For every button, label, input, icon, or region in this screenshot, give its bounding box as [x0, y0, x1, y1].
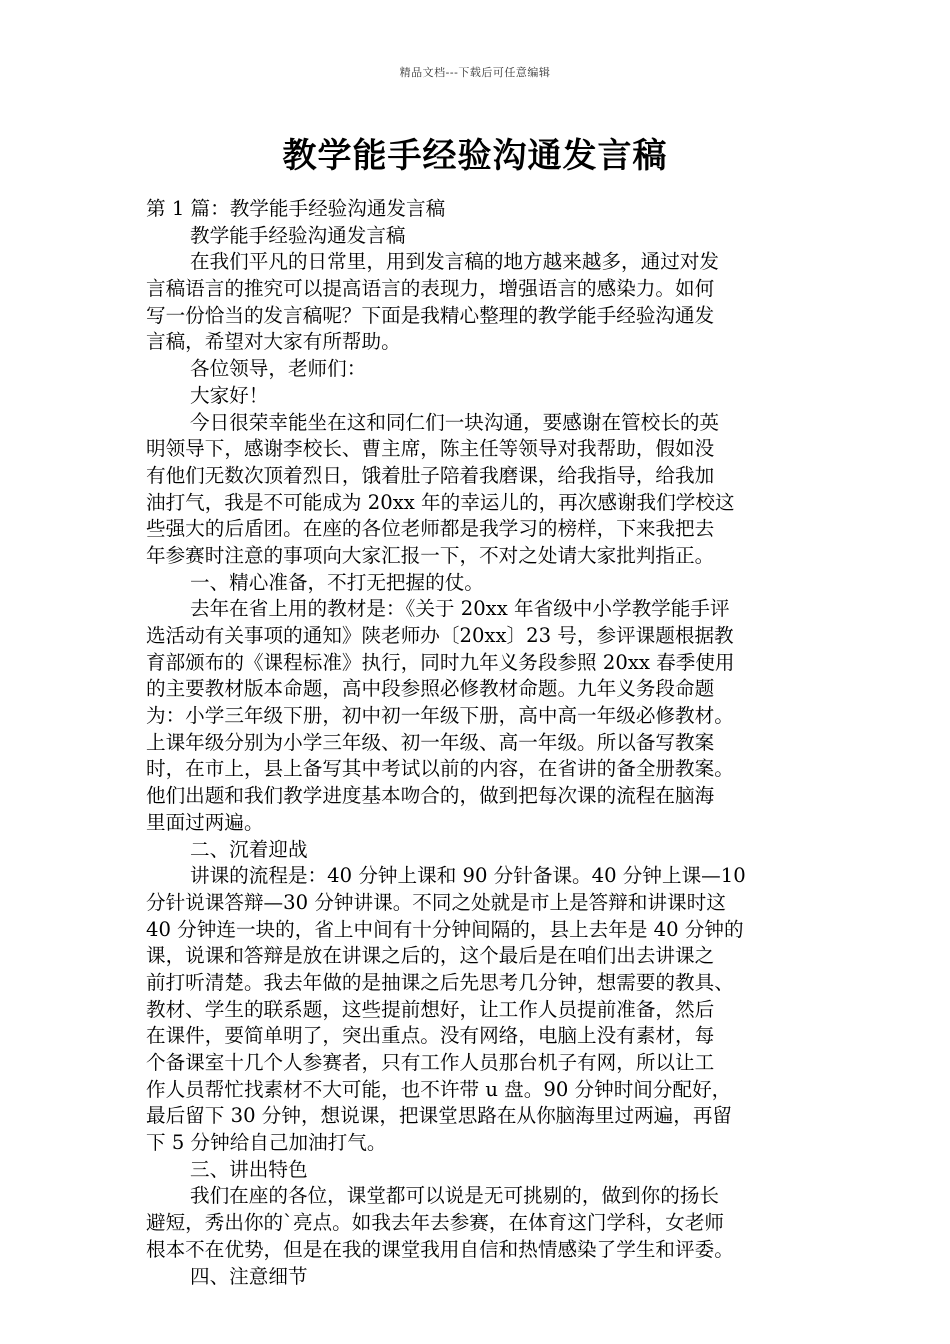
body-line: 最后留下 30 分钟，想说课，把课堂思路在从你脑海里过两遍，再留 — [146, 1104, 733, 1128]
section-heading: 二、沉着迎战 — [190, 837, 308, 861]
body-line: 在我们平凡的日常里，用到发言稿的地方越来越多，通过对发 — [190, 250, 720, 274]
body-line: 今日很荣幸能坐在这和同仁们一块沟通，要感谢在管校长的英 — [190, 410, 720, 434]
body-line: 上课年级分别为小学三年级、初一年级、高一年级。所以备写教案 — [146, 730, 715, 754]
body-line: 作人员帮忙找素材不大可能，也不许带 u 盘。90 分钟时间分配好， — [146, 1077, 732, 1101]
header-note: 精品文档---下载后可任意编辑 — [399, 66, 551, 79]
body-line: 课，说课和答辩是放在讲课之后的，这个最后是在咱们出去讲课之 — [146, 944, 715, 968]
body-line: 言稿，希望对大家有所帮助。 — [146, 330, 401, 354]
body-line: 各位领导，老师们： — [190, 357, 367, 381]
body-line: 教材、学生的联系题，这些提前想好，让工作人员提前准备，然后 — [146, 997, 715, 1021]
body-line: 避短，秀出你的`亮点。如我去年去参赛，在体育这门学科，女老师 — [146, 1211, 725, 1235]
body-line: 油打气，我是不可能成为 20xx 年的幸运儿的，再次感谢我们学校这 — [146, 490, 735, 514]
document-body — [146, 196, 816, 1290]
body-line: 年参赛时注意的事项向大家汇报一下，不对之处请大家批判指正。 — [146, 543, 715, 567]
body-line: 前打听清楚。我去年做的是抽课之后先思考几分钟，想需要的教具、 — [146, 970, 734, 994]
body-line: 为：小学三年级下册，初中初一年级下册，高中高一年级必修教材。 — [146, 704, 734, 728]
body-line: 他们出题和我们教学进度基本吻合的，做到把每次课的流程在脑海 — [146, 784, 715, 808]
body-line: 根本不在优势，但是在我的课堂我用自信和热情感染了学生和评委。 — [146, 1237, 734, 1261]
body-line: 写一份恰当的发言稿呢？下面是我精心整理的教学能手经验沟通发 — [146, 303, 715, 327]
section-heading: 四、注意细节 — [190, 1264, 308, 1288]
body-line: 分针说课答辩—30 分钟讲课。不同之处就是市上是答辩和讲课时这 — [146, 890, 726, 914]
body-line: 有他们无数次顶着烈日，饿着肚子陪着我磨课，给我指导，给我加 — [146, 463, 715, 487]
body-line: 些强大的后盾团。在座的各位老师都是我学习的榜样，下来我把去 — [146, 517, 715, 541]
body-line: 去年在省上用的教材是：《关于 20xx 年省级中小学教学能手评 — [190, 597, 730, 621]
section-heading: 一、精心准备，不打无把握的仗。 — [190, 570, 484, 594]
body-line: 大家好！ — [190, 383, 269, 407]
body-line: 的主要教材版本命题，高中段参照必修教材命题。九年义务段命题 — [146, 677, 715, 701]
body-line: 教学能手经验沟通发言稿 — [190, 223, 406, 247]
body-line: 下 5 分钟给自己加油打气。 — [146, 1131, 387, 1155]
body-line: 个备课室十几个人参赛者，只有工作人员那台机子有网，所以让工 — [146, 1051, 715, 1074]
body-line: 选活动有关事项的通知》陕老师办〔20xx〕23 号，参评课题根据教 — [146, 624, 734, 647]
body-line: 我们在座的各位，课堂都可以说是无可挑剔的，做到你的扬长 — [190, 1184, 720, 1208]
document-title: 教学能手经验沟通发言稿 — [282, 136, 668, 176]
body-line: 40 分钟连一块的，省上中间有十分钟间隔的，县上去年是 40 分钟的 — [146, 917, 744, 941]
body-line: 育部颁布的《课程标准》执行，同时九年义务段参照 20xx 春季使用 — [146, 650, 735, 674]
section-heading: 三、讲出特色 — [190, 1157, 308, 1181]
body-line: 第 1 篇：教学能手经验沟通发言稿 — [146, 197, 446, 220]
body-line: 讲课的流程是：40 分钟上课和 90 分针备课。40 分钟上课—10 — [190, 864, 746, 888]
body-line: 时，在市上，县上备写其中考试以前的内容，在省讲的备全册教案。 — [146, 757, 734, 781]
body-line: 言稿语言的推究可以提高语言的表现力，增强语言的感染力。如何 — [146, 277, 715, 301]
body-line: 明领导下，感谢李校长、曹主席，陈主任等领导对我帮助，假如没 — [146, 437, 715, 461]
body-line: 里面过两遍。 — [146, 810, 264, 834]
body-line: 在课件，要简单明了，突出重点。没有网络，电脑上没有素材，每 — [146, 1024, 715, 1048]
